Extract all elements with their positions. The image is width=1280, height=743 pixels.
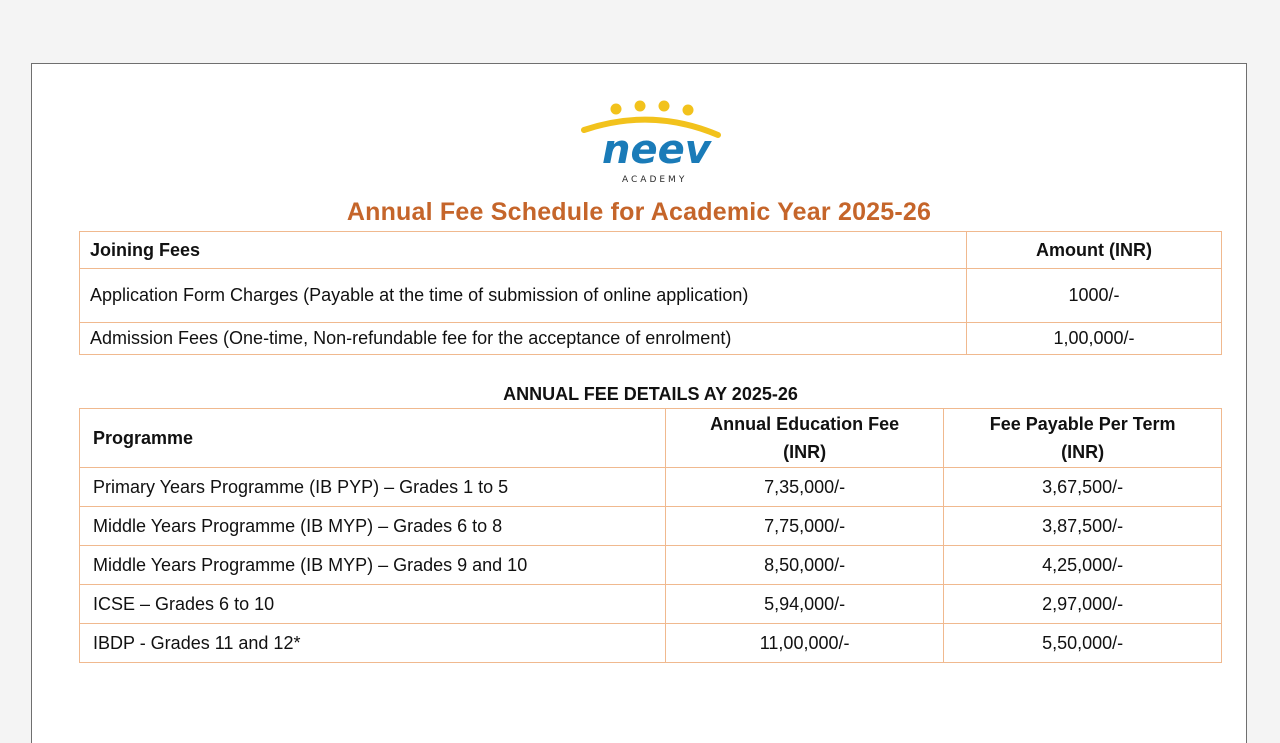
joining-fees-header: Joining Fees <box>80 232 967 269</box>
fee-label: Application Form Charges (Payable at the time of submission of online application) <box>80 269 967 323</box>
annual-fees-table <box>79 408 1222 663</box>
table-header-row <box>80 232 1222 269</box>
per-term-value: 3,67,500/- <box>944 468 1222 507</box>
logo-dot <box>683 105 694 116</box>
table-row <box>80 624 1222 663</box>
per-term-header-unit: (INR) <box>1061 442 1105 462</box>
annual-fee-header-label: Annual Education Fee <box>710 414 900 434</box>
programme-name: Middle Years Programme (IB MYP) – Grades 6 to 8 <box>80 507 666 546</box>
fee-label: Admission Fees (One-time, Non-refundable fee for the acceptance of enrolment) <box>80 323 967 355</box>
fee-amount: 1,00,000/- <box>967 323 1222 355</box>
logo-subtitle: ACADEMY <box>622 175 688 185</box>
table-row <box>80 507 1222 546</box>
fee-amount: 1000/- <box>967 269 1222 323</box>
annual-fee-value: 11,00,000/- <box>666 624 944 663</box>
annual-fee-value: 7,35,000/- <box>666 468 944 507</box>
annual-fee-value: 5,94,000/- <box>666 585 944 624</box>
table-row <box>80 468 1222 507</box>
logo-dot <box>659 101 670 112</box>
per-term-value: 3,87,500/- <box>944 507 1222 546</box>
table-row <box>80 269 1222 323</box>
programme-name: Primary Years Programme (IB PYP) – Grades 1 to 5 <box>80 468 666 507</box>
annual-fee-section-title: ANNUAL FEE DETAILS AY 2025-26 <box>503 384 798 404</box>
programme-header: Programme <box>80 409 666 468</box>
page-title: Annual Fee Schedule for Academic Year 2025-26 <box>346 198 932 226</box>
annual-fee-value: 7,75,000/- <box>666 507 944 546</box>
table-row <box>80 546 1222 585</box>
logo-dot <box>611 104 622 115</box>
annual-fee-header <box>666 409 944 468</box>
per-term-header <box>944 409 1222 468</box>
amount-header: Amount (INR) <box>967 232 1222 269</box>
programme-name: ICSE – Grades 6 to 10 <box>80 585 666 624</box>
neev-academy-logo <box>580 97 730 187</box>
annual-fee-value: 8,50,000/- <box>666 546 944 585</box>
joining-fees-table <box>79 231 1222 355</box>
table-row <box>80 323 1222 355</box>
document-page <box>31 63 1247 743</box>
logo-graphic <box>580 97 730 187</box>
logo-dot <box>635 101 646 112</box>
table-header-row <box>80 409 1222 468</box>
per-term-value: 4,25,000/- <box>944 546 1222 585</box>
logo-wordmark: neev <box>602 127 711 173</box>
per-term-value: 5,50,000/- <box>944 624 1222 663</box>
per-term-header-label: Fee Payable Per Term <box>989 414 1176 434</box>
programme-name: IBDP - Grades 11 and 12* <box>80 624 666 663</box>
table-row <box>80 585 1222 624</box>
per-term-value: 2,97,000/- <box>944 585 1222 624</box>
programme-name: Middle Years Programme (IB MYP) – Grades 9 and 10 <box>80 546 666 585</box>
annual-fee-header-unit: (INR) <box>783 442 827 462</box>
